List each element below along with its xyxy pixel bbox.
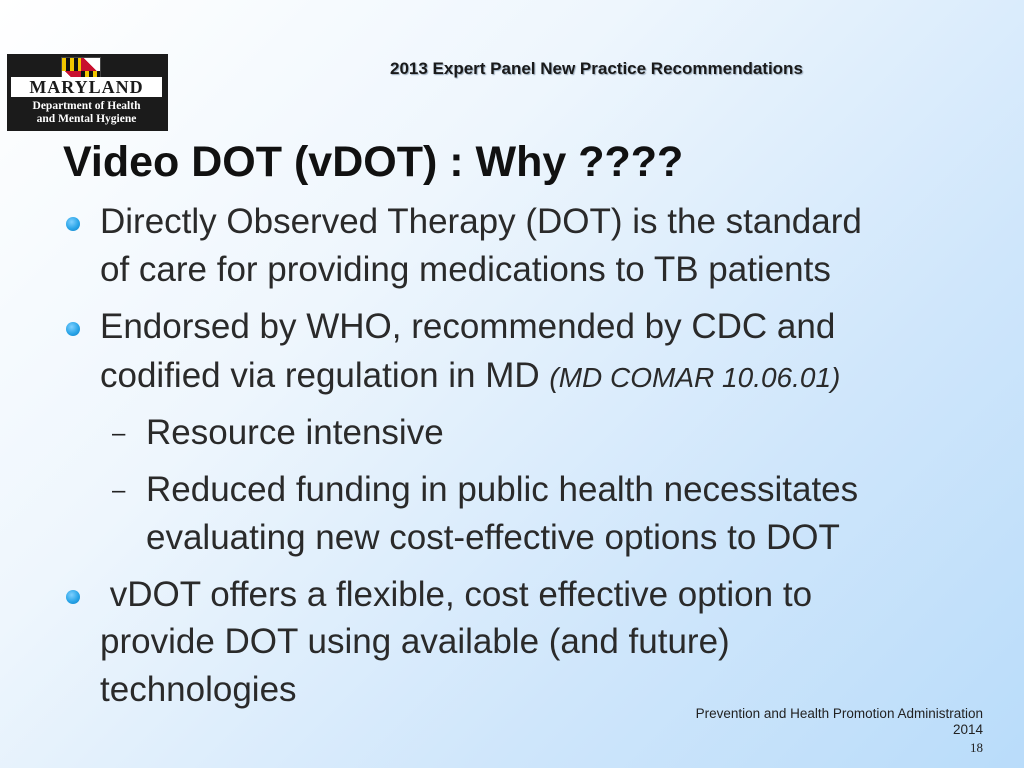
- bullet-icon: [66, 322, 80, 336]
- logo-wordmark: MARYLAND: [11, 77, 162, 97]
- sub-bullet-2-line-1: Reduced funding in public health necessitates: [146, 470, 859, 509]
- bullet-icon: [66, 217, 80, 231]
- dash-icon: –: [112, 477, 126, 504]
- bullet-2-line-1: Endorsed by WHO, recommended by CDC and: [100, 307, 836, 346]
- maryland-dhmh-logo: [7, 54, 168, 131]
- slide-header: 2013 Expert Panel New Practice Recommendations: [390, 59, 803, 78]
- bullet-3-line-3: technologies: [100, 670, 297, 709]
- bullet-1-line-1: Directly Observed Therapy (DOT) is the standard: [100, 202, 862, 241]
- dash-icon: –: [112, 420, 126, 447]
- sub-bullet-1-line-1: Resource intensive: [146, 413, 444, 452]
- bullet-3-line-1: vDOT offers a flexible, cost effective option to: [100, 575, 813, 614]
- bullet-2-line-2: [100, 356, 840, 398]
- page-number: 18: [970, 740, 983, 755]
- sub-bullet-2-line-2: evaluating new cost-effective options to DOT: [146, 518, 840, 557]
- regulation-citation: (MD COMAR 10.06.01): [549, 362, 841, 393]
- footer-year: 2014: [952, 722, 983, 737]
- logo-dept-line-1: Department of Health: [32, 100, 141, 112]
- bullet-2-line-2-text: codified via regulation in MD: [100, 356, 540, 395]
- bullet-icon: [66, 590, 80, 604]
- bullet-1-line-2: of care for providing medications to TB patients: [100, 250, 831, 289]
- footer-organization: Prevention and Health Promotion Administration: [695, 706, 983, 721]
- bullet-3-line-2: provide DOT using available (and future): [100, 622, 730, 661]
- logo-dept-line-2: and Mental Hygiene: [36, 113, 137, 125]
- slide-title: Video DOT (vDOT) : Why ????: [63, 138, 684, 186]
- logo-department: [11, 100, 162, 126]
